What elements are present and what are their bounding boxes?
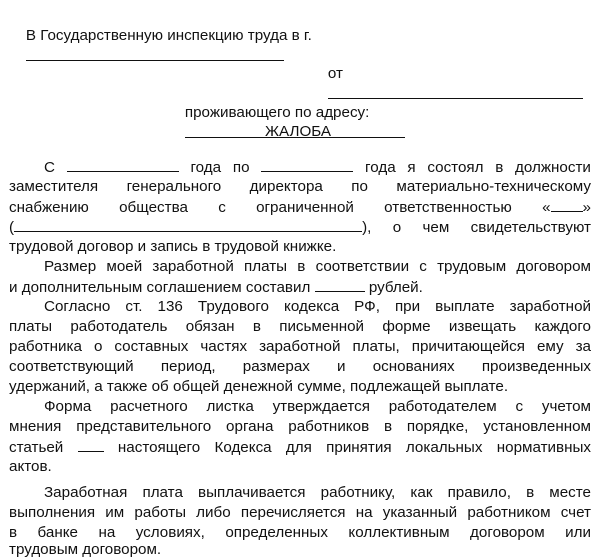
para5-line2: выполнения им работы либо перечисляется на указанный работником счет (9, 504, 591, 521)
para3-line3: работника о составных частях заработной платы, причитающейся ему за (9, 338, 591, 355)
para2-line2: и дополнительным соглашением составил рублей. (9, 279, 423, 296)
start-date-blank (67, 157, 179, 172)
para5-line1: Заработная плата выплачивается работнику, как правило, в месте (44, 484, 591, 501)
para1-line3: снабжению общества с ограниченной ответственностью « » (9, 199, 591, 216)
para4-line3: статьей настоящего Кодекса для принятия локальных нормативных (9, 439, 591, 456)
address-label: проживающего по адресу: (184, 104, 370, 121)
document-title: ЖАЛОБА (265, 123, 332, 140)
company-name-blank (551, 197, 583, 212)
recipient-label: В Государственную инспекцию труда в г. (25, 27, 312, 44)
para3-line4: соответствующий период, размерах и основаниях произведенных (9, 358, 591, 375)
para3-line1: Согласно ст. 136 Трудового кодекса РФ, при выплате заработной (44, 298, 591, 315)
para2-line1: Размер моей заработной платы в соответствии с трудовым договором (44, 258, 591, 275)
para4-line1: Форма расчетного листка утверждается работодателем с учетом (44, 398, 591, 415)
para4-line2: мнения представительного органа работников в порядке, установленном (9, 418, 591, 435)
end-date-blank (261, 157, 353, 172)
para1-line4: ( ), о чем свидетельствуют (9, 219, 591, 236)
recipient-line (9, 6, 312, 87)
para3-line5: удержаний, а также об общей денежной сумме, подлежащей выплате. (9, 378, 509, 395)
city-blank (26, 46, 284, 61)
para4-line4: актов. (9, 458, 52, 475)
para1-line1: С года по года я состоял в должности (44, 159, 591, 176)
para3-line2: платы работодатель обязан в письменной форме извещать каждого (9, 318, 591, 335)
salary-amount-blank (315, 277, 365, 292)
para1-line2: заместителя генерального директора по материально-техническому (9, 178, 591, 195)
sender-label: от (327, 65, 343, 82)
company-details-blank (14, 217, 362, 232)
article-number-blank (78, 437, 104, 452)
para5-line4: трудовым договором. (9, 541, 162, 558)
para5-line3: в банке на условиях, определенных коллективным договором или (9, 524, 591, 541)
para1-line5: трудовой договор и запись в трудовой книжке. (9, 238, 337, 255)
